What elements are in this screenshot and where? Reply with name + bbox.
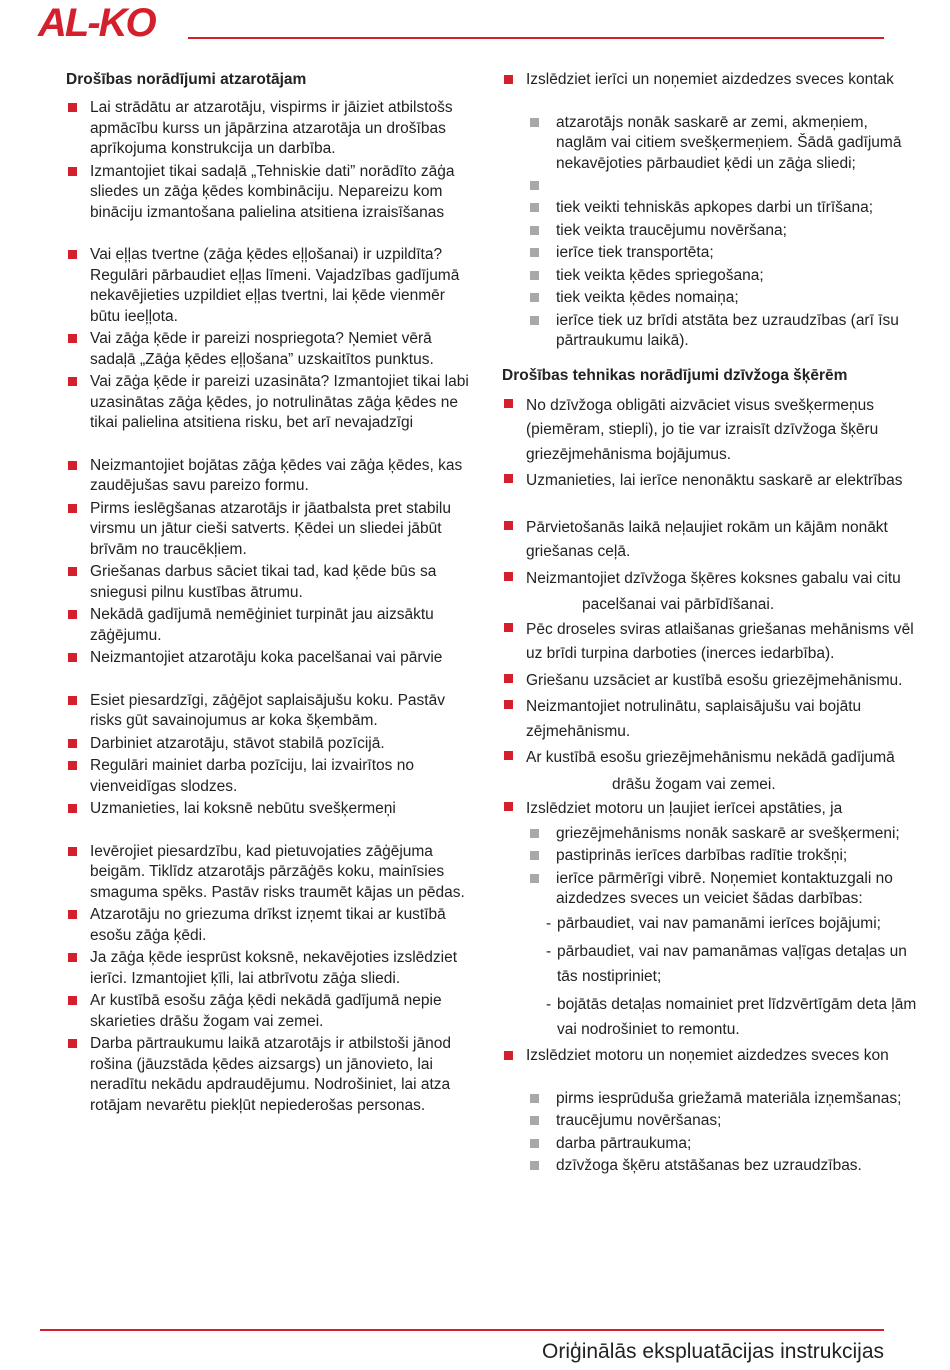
pruner-safety-list	[66, 98, 476, 1116]
sub-list-item: darba pārtraukuma;	[502, 1134, 917, 1155]
left-column	[66, 70, 476, 1118]
list-item: Ja zāģa ķēde iesprūst koksnē, nekavējoties izslēdziet ierīci. Izmantojiet ķīli, lai atbrīvotu zāģa sliedi.	[66, 948, 476, 989]
engine-stop-sublist	[502, 824, 917, 910]
sub-list-item: dzīvžoga šķēru atstāšanas bez uzraudzības.	[502, 1156, 917, 1177]
list-item-continuation: drāšu žogam vai zemei.	[612, 775, 776, 793]
sub-list-item: traucējumu novēršanas;	[502, 1111, 917, 1132]
dash-item: - pārbaudiet, vai nav pamanāmi ierīces bojājumi;	[546, 914, 881, 932]
list-item: Neizmantojiet notrulinātu, saplaisājušu vai bojātu zējmehānismu.	[502, 695, 917, 744]
list-item: Darbiniet atzarotāju, stāvot stabilā pozīcijā.	[66, 734, 476, 755]
hedge-safety-list	[502, 394, 917, 822]
dash-item-text: pārbaudiet, vai nav pamanāmas vaļīgas detaļas un tās nostipriniet;	[557, 943, 907, 985]
list-item: Neizmantojiet bojātas zāģa ķēdes vai zāģa ķēdes, kas zaudējušas savu pareizo formu.	[66, 456, 476, 497]
outro-list	[502, 1046, 917, 1067]
list-item: Lai strādātu ar atzarotāju, vispirms ir jāiziet atbilstošs apmācību kurss un jāpārzina atzarotāja un drošības aprīkojuma konstrukcija un darbība.	[66, 98, 476, 160]
list-item: Pēc droseles sviras atlaišanas griešanas mehānisms vēl uz brīdi turpina darboties (inerces iedarbība).	[502, 618, 917, 667]
dash-item-text: pārbaudiet, vai nav pamanāmi ierīces bojājumi;	[557, 914, 881, 932]
dash-item: - pārbaudiet, vai nav pamanāmas vaļīgas detaļas un tās nostipriniet;	[546, 943, 907, 985]
sub-list-item: pirms iesprūduša griežamā materiāla izņemšanas;	[502, 1089, 917, 1110]
outro-sublist	[502, 1089, 917, 1177]
dash-item-text: bojātās detaļas nomainiet pret līdzvērtīgām deta ļām vai nodrošiniet to remontu.	[557, 996, 917, 1038]
list-item: Nekādā gadījumā nemēģiniet turpināt jau aizsāktu zāģējumu.	[66, 605, 476, 646]
section-title-pruner: Drošības norādījumi atzarotājam	[66, 71, 307, 88]
alko-logo: AL-KO	[38, 1, 155, 45]
section-title-hedge-trimmer: Drošības tehnikas norādījumi dzīvžoga šķērēm	[502, 366, 848, 384]
list-item: Atzarotāju no griezuma drīkst izņemt tikai ar kustībā esošu zāģa ķēdi.	[66, 905, 476, 946]
sub-list-item: tiek veikta ķēdes spriegošana;	[502, 266, 917, 287]
list-item: Vai zāģa ķēde ir pareizi nospriegota? Ņemiet vērā sadaļā „Zāģa ķēdes eļļošana” uzskaitītos punktus.	[66, 329, 476, 370]
list-item: Griešanas darbus sāciet tikai tad, kad ķēde būs sa sniegusi pilnu kustības ātrumu.	[66, 562, 476, 603]
list-item: Pirms ieslēgšanas atzarotājs ir jāatbalsta pret stabilu virsmu un jātur cieši satverts. Ķēdei un sliedei jābūt brīvām no traucēkļiem.	[66, 499, 476, 561]
list-item: Izslēdziet ierīci un noņemiet aizdedzes sveces kontak	[502, 70, 917, 91]
list-item: Vai eļļas tvertne (zāģa ķēdes eļļošanai) ir uzpildīta? Regulāri pārbaudiet eļļas līmeni. Vajadzības gadījumā nekavējieties uzpildiet eļļas tvertni, lai ķēde vienmēr būtu ieeļļota.	[66, 245, 476, 327]
switch-off-list	[502, 70, 917, 91]
list-item: Uzmanieties, lai koksnē nebūtu svešķermeņi	[66, 799, 476, 820]
footer-title: Oriģinālās ekspluatācijas instrukcijas	[542, 1340, 884, 1363]
right-column	[502, 70, 917, 1179]
switch-off-sublist	[502, 113, 917, 352]
sub-list-item: ierīce tiek uz brīdi atstāta bez uzraudzības (arī īsu pārtraukumu laikā).	[502, 311, 917, 352]
list-item: Ievērojiet piesardzību, kad pietuvojaties zāģējuma beigām. Tiklīdz atzarotājs pārzāģēs koku, mainīsies smaguma spēks. Pastāv risks traumēt kājas un pēdas.	[66, 842, 476, 904]
sub-list-item: pastiprinās ierīces darbības radītie trokšņi;	[502, 846, 917, 867]
list-item: Uzmanieties, lai ierīce nenonāktu saskarē ar elektrības	[502, 469, 917, 494]
check-steps-list	[502, 912, 917, 1043]
list-item: Ar kustībā esošu griezējmehānismu nekādā gadījumā	[502, 746, 917, 771]
list-item: No dzīvžoga obligāti aizvāciet visus svešķermeņus (piemēram, stiepli), jo tie var izraisīt dzīvžoga šķēru griezējmehānisma bojājumus.	[502, 394, 917, 468]
list-item: Vai zāģa ķēde ir pareizi uzasināta? Izmantojiet tikai labi uzasinātas zāģa ķēdes, jo notrulinātas zāģa ķēdes ne tikai palielina atsitiena risku, bet arī nevajadzīgi	[66, 372, 476, 434]
list-item: Ar kustībā esošu zāģa ķēdi nekādā gadījumā nepie skarieties drāšu žogam vai zemei.	[66, 991, 476, 1032]
sub-list-item: atzarotājs nonāk saskarē ar zemi, akmeņiem, naglām vai citiem svešķermeņiem. Šādā gadījumā nekavējoties pārbaudiet ķēdi un zāģa sliedi;	[502, 113, 917, 175]
sub-list-item: tiek veikti tehniskās apkopes darbi un tīrīšana;	[502, 198, 917, 219]
header-rule	[188, 37, 884, 39]
list-item: Regulāri mainiet darba pozīciju, lai izvairītos no vienveidīgas slodzes.	[66, 756, 476, 797]
list-item: Izmantojiet tikai sadaļā „Tehniskie dati” norādīto zāģa sliedes un zāģa ķēdes kombināciju. Nepareizu kom bināciju izmantošana palielina atsitiena izraisīšanas	[66, 162, 476, 224]
list-item: Neizmantojiet dzīvžoga šķēres koksnes gabalu vai citu	[502, 567, 917, 592]
list-item: Neizmantojiet atzarotāju koka pacelšanai vai pārvie	[66, 648, 476, 669]
sub-list-item: ierīce tiek transportēta;	[502, 243, 917, 264]
sub-list-item: tiek veikta ķēdes nomaiņa;	[502, 288, 917, 309]
sub-list-item: tiek veikta traucējumu novēršana;	[502, 221, 917, 242]
dash-item: - bojātās detaļas nomainiet pret līdzvērtīgām deta ļām vai nodrošiniet to remontu.	[546, 996, 917, 1038]
list-item: Esiet piesardzīgi, zāģējot saplaisājušu koku. Pastāv risks gūt savainojumus ar koka šķembām.	[66, 691, 476, 732]
sub-list-item	[502, 176, 917, 196]
list-item: Pārvietošanās laikā neļaujiet rokām un kājām nonākt griešanas ceļā.	[502, 516, 917, 565]
sub-list-item: ierīce pārmērīgi vibrē. Noņemiet kontaktuzgali no aizdedzes sveces un veiciet šādas darbības:	[502, 869, 917, 910]
list-item: Izslēdziet motoru un noņemiet aizdedzes sveces kon	[502, 1046, 917, 1067]
footer-rule	[40, 1329, 884, 1331]
list-item: Griešanu uzsāciet ar kustībā esošu griezējmehānismu.	[502, 669, 917, 694]
list-item: Darba pārtraukumu laikā atzarotājs ir atbilstoši jānod rošina (jāuzstāda ķēdes aizsargs) un jānovieto, lai neradītu nekādu apdraudējumu. Nodrošiniet, lai atza rotājam nevarētu piekļūt nepiederošas personas.	[66, 1034, 476, 1116]
list-item-continuation: pacelšanai vai pārbīdīšanai.	[582, 596, 775, 613]
sub-list-item: griezējmehānisms nonāk saskarē ar svešķermeni;	[502, 824, 917, 845]
list-item: Izslēdziet motoru un ļaujiet ierīcei apstāties, ja	[502, 797, 917, 822]
